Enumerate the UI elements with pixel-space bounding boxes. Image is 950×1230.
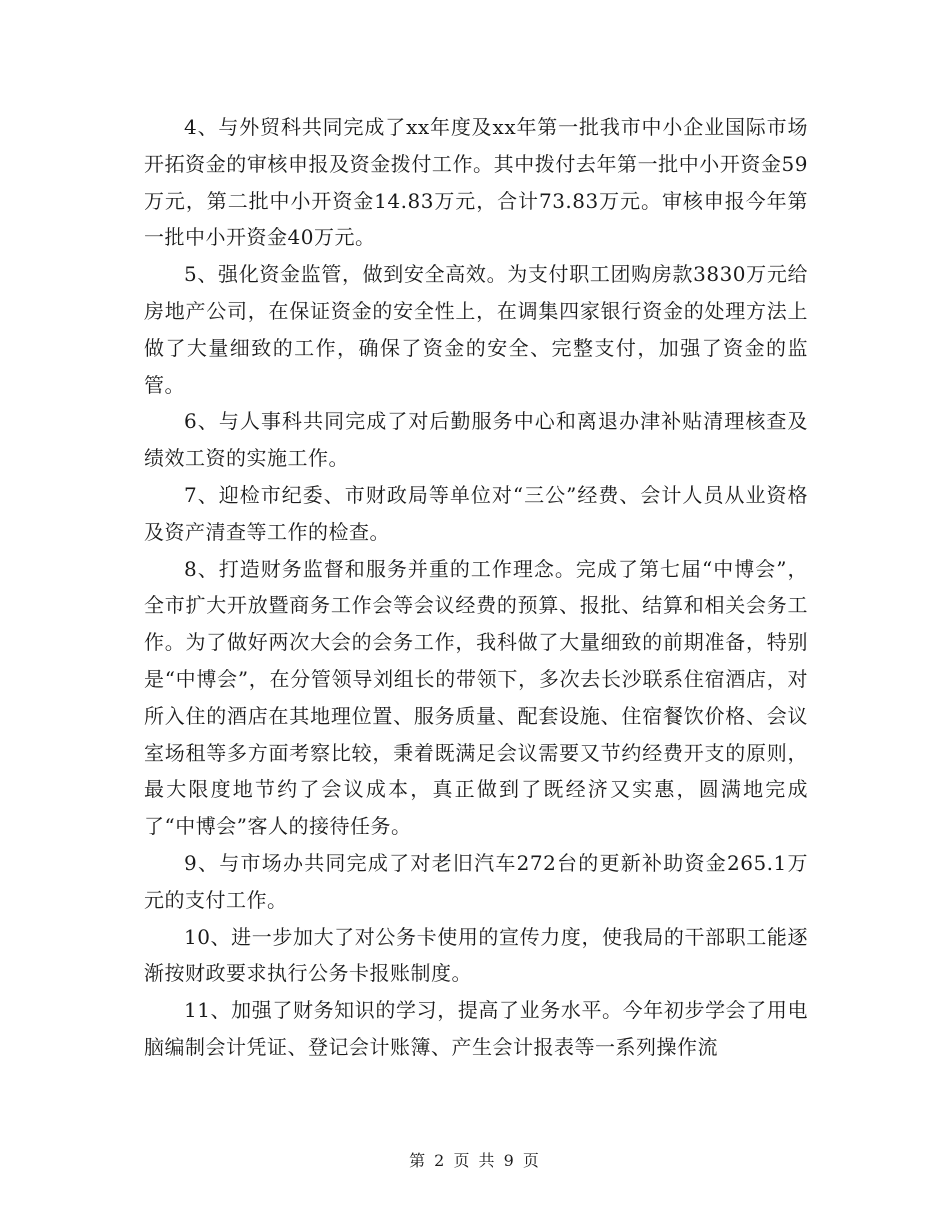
paragraph-item-6: 6、与人事科共同完成了对后勤服务中心和离退办津补贴清理核查及绩效工资的实施工作。 xyxy=(144,409,808,471)
paragraph-item-4: 4、与外贸科共同完成了xx年度及xx年第一批我市中小企业国际市场开拓资金的审核申报及资金拨付工作。其中拨付去年第一批中小开资金59万元，第二批中小开资金14.83万元，合计73.83万元。审核申报今年第一批中小开资金40万元。 xyxy=(144,115,808,250)
paragraph-item-11: 11、加强了财务知识的学习，提高了业务水平。今年初步学会了用电脑编制会计凭证、登记会计账簿、产生会计报表等一系列操作流 xyxy=(144,998,808,1059)
page-number-footer: 第 2 页 共 9 页 xyxy=(409,1151,541,1170)
paragraph-item-7: 7、迎检市纪委、市财政局等单位对“三公”经费、会计人员从业资格及资产清查等工作的检查。 xyxy=(144,482,808,544)
document-body xyxy=(144,109,808,1066)
paragraph-item-5: 5、强化资金监管，做到安全高效。为支付职工团购房款3830万元给房地产公司，在保证资金的安全性上，在调集四家银行资金的处理方法上做了大量细致的工作，确保了资金的安全、完整支付，加强了资金的监管。 xyxy=(144,262,808,397)
paragraph-item-9: 9、与市场办共同完成了对老旧汽车272台的更新补助资金265.1万元的支付工作。 xyxy=(144,850,808,912)
paragraph-item-10: 10、进一步加大了对公务卡使用的宣传力度，使我局的干部职工能逐渐按财政要求执行公务卡报账制度。 xyxy=(144,924,808,986)
paragraph-item-8: 8、打造财务监督和服务并重的工作理念。完成了第七届“中博会”，全市扩大开放暨商务工作会等会议经费的预算、报批、结算和相关会务工作。为了做好两次大会的会务工作，我科做了大量细致的前期准备，特别是“中博会”，在分管领导刘组长的带领下，多次去长沙联系住宿酒店，对所入住的酒店在其地理位置、服务质量、配套设施、住宿餐饮价格、会议室场租等多方面考察比较，秉着既满足会议需要又节约经费开支的原则，最大限度地节约了会议成本，真正做到了既经济又实惠，圆满地完成了“中博会”客人的接待任务。 xyxy=(144,556,808,839)
